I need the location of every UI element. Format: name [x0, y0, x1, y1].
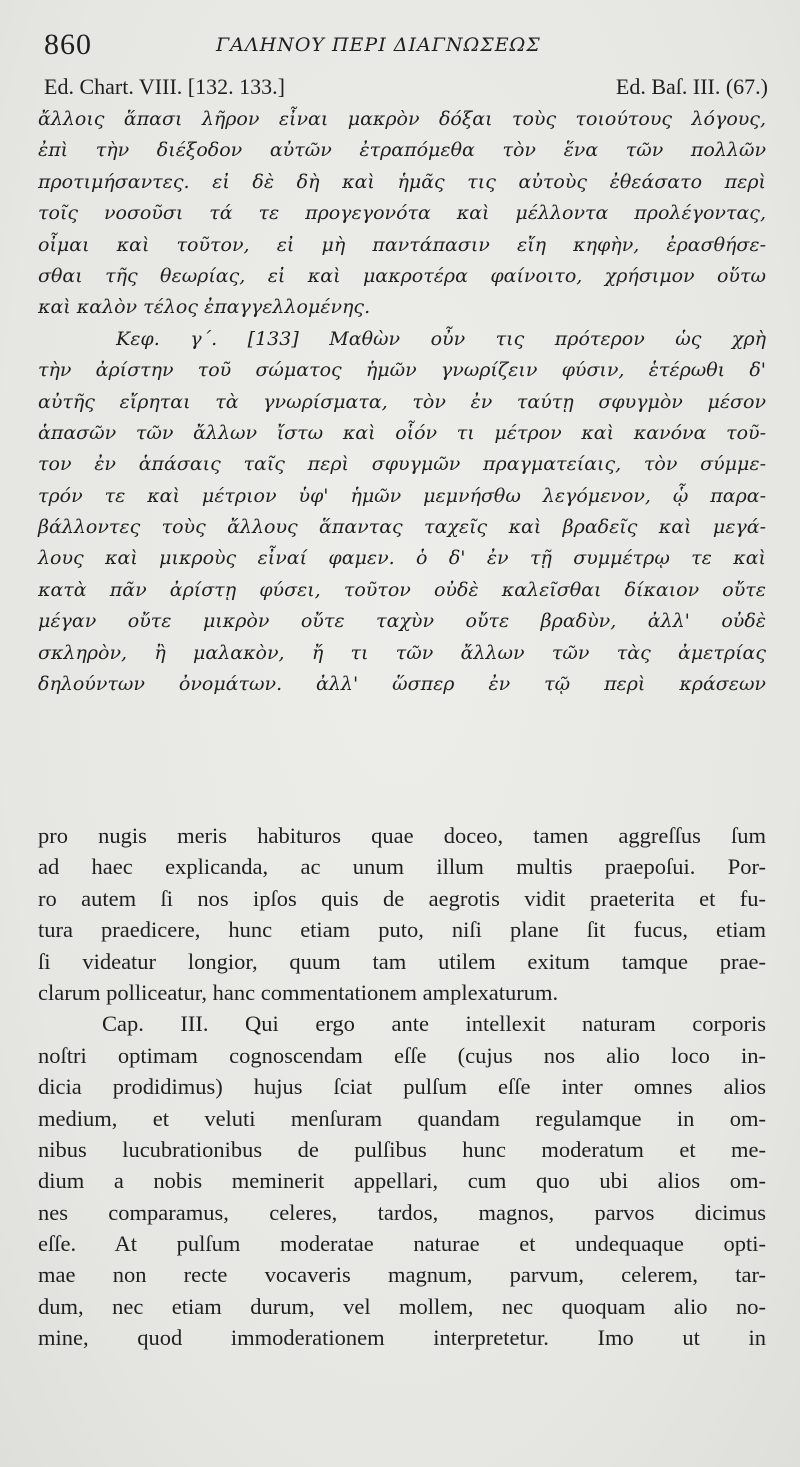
- edition-reference-line: [44, 74, 768, 100]
- greek-line: τρόν τε καὶ μέτριον ὑφ' ἡμῶν μεμνήσθω λεγόμενον, ᾧ παρα-: [38, 484, 766, 507]
- latin-line: dicia prodidimus) hujus ſciat pulſum eſſe inter omnes alios: [38, 1074, 766, 1100]
- greek-line: τον ἐν ἁπάσαις ταῖς περὶ σφυγμῶν πραγματείαις, τὸν σύμμε-: [38, 453, 766, 476]
- latin-line: ro autem ſi nos ipſos quis de aegrotis vidit praeterita et fu-: [38, 885, 766, 911]
- latin-line: dium a nobis meminerit appellari, cum quo ubi alios om-: [38, 1168, 766, 1194]
- greek-line: μέγαν οὔτε μικρὸν οὔτε ταχὺν οὔτε βραδὺν, ἀλλ' οὐδὲ: [38, 610, 766, 633]
- latin-line: mine, quod immoderationem interpretetur. Imo ut in: [38, 1325, 766, 1351]
- latin-line: ad haec explicanda, ac unum illum multis praepoſui. Por-: [38, 854, 766, 880]
- latin-line: ſi videatur longior, quum tam utilem exitum tamque prae-: [38, 948, 766, 974]
- greek-line: οἶμαι καὶ τοῦτον, εἰ μὴ παντάπασιν εἴη κηφὴν, ἐρασθήσε-: [38, 233, 766, 256]
- latin-line: nes comparamus, celeres, tardos, magnos, parvos dicimus: [38, 1199, 766, 1225]
- greek-line: κατὰ πᾶν ἀρίστῃ φύσει, τοῦτον οὐδὲ καλεῖσθαι δίκαιον οὔτε: [38, 578, 766, 601]
- greek-line: ἄλλοις ἅπασι λῆρον εἶναι μακρὸν δόξαι τοὺς τοιούτους λόγους,: [38, 108, 766, 130]
- greek-line: λους καὶ μικροὺς εἶναί φαμεν. ὁ δ' ἐν τῇ συμμέτρῳ τε καὶ: [38, 547, 766, 570]
- latin-line: tura praedicere, hunc etiam puto, niſi plane ſit fucus, etiam: [38, 917, 766, 943]
- edition-basel-reference: Ed. Baſ. III. (67.): [615, 74, 768, 99]
- latin-line: nibus lucubrationibus de pulſibus hunc moderatum et me-: [38, 1136, 766, 1162]
- latin-chapter-heading-line: Cap. III. Qui ergo ante intellexit naturam corporis: [102, 1011, 766, 1037]
- latin-line: medium, et veluti menſuram quandam regulamque in om-: [38, 1105, 766, 1131]
- greek-line: βάλλοντες τοὺς ἄλλους ἅπαντας ταχεῖς καὶ βραδεῖς καὶ μεγά-: [38, 516, 766, 539]
- greek-line: ἐπὶ τὴν διέξοδον αὐτῶν ἐτραπόμεθα τὸν ἕνα τῶν πολλῶν: [38, 139, 766, 162]
- greek-chapter-heading-line: Κεφ. γ΄. [133] Μαθὼν οὖν τις πρότερον ὡς χρὴ: [116, 327, 766, 350]
- latin-line: noſtri optimam cognoscendam eſſe (cujus nos alio loco in-: [38, 1042, 766, 1068]
- running-head: [44, 28, 764, 64]
- latin-paragraph-end-line: clarum polliceatur, hanc commentationem amplexaturum.: [38, 979, 559, 1005]
- greek-text-block: [38, 104, 766, 700]
- running-title: ΓΑΛΗΝΟΥ ΠΕΡΙ ΔΙΑΓΝΩΣΕΩΣ: [216, 34, 541, 56]
- greek-line: σθαι τῆς θεωρίας, εἰ καὶ μακροτέρα φαίνοιτο, χρήσιμον οὕτω: [38, 264, 766, 287]
- latin-line: mae non recte vocaveris magnum, parvum, celerem, tar-: [38, 1262, 766, 1288]
- greek-line: αὐτῆς εἴρηται τὰ γνωρίσματα, τὸν ἐν ταύτῃ σφυγμὸν μέσον: [38, 390, 766, 413]
- greek-line: τὴν ἀρίστην τοῦ σώματος ἡμῶν γνωρίζειν φύσιν, ἑτέρωθι δ': [38, 359, 766, 382]
- greek-line: προτιμήσαντες. εἰ δὲ δὴ καὶ ἡμᾶς τις αὐτοὺς ἐθεάσατο περὶ: [38, 170, 766, 193]
- greek-line: ἁπασῶν τῶν ἄλλων ἴστω καὶ οἷόν τι μέτρον καὶ κανόνα τοῦ-: [38, 421, 766, 444]
- latin-line: eſſe. At pulſum moderatae naturae et undequaque opti-: [38, 1231, 766, 1257]
- greek-line: τοῖς νοσοῦσι τά τε προγεγονότα καὶ μέλλοντα προλέγοντας,: [38, 202, 766, 225]
- page-number: 860: [44, 28, 92, 61]
- edition-chartier-reference: Ed. Chart. VIII. [132. 133.]: [44, 74, 285, 99]
- greek-line: σκληρὸν, ἢ μαλακὸν, ἤ τι τῶν ἄλλων τῶν τὰς ἀμετρίας: [38, 641, 766, 664]
- latin-text-block: [38, 820, 766, 1354]
- latin-line: dum, nec etiam durum, vel mollem, nec quoquam alio no-: [38, 1293, 766, 1319]
- greek-paragraph-end-line: καὶ καλὸν τέλος ἐπαγγελλομένης.: [38, 296, 371, 319]
- latin-line: pro nugis meris habituros quae doceo, tamen aggreſſus ſum: [38, 823, 766, 848]
- greek-line: δηλούντων ὀνομάτων. ἀλλ' ὥσπερ ἐν τῷ περὶ κράσεων: [38, 673, 766, 696]
